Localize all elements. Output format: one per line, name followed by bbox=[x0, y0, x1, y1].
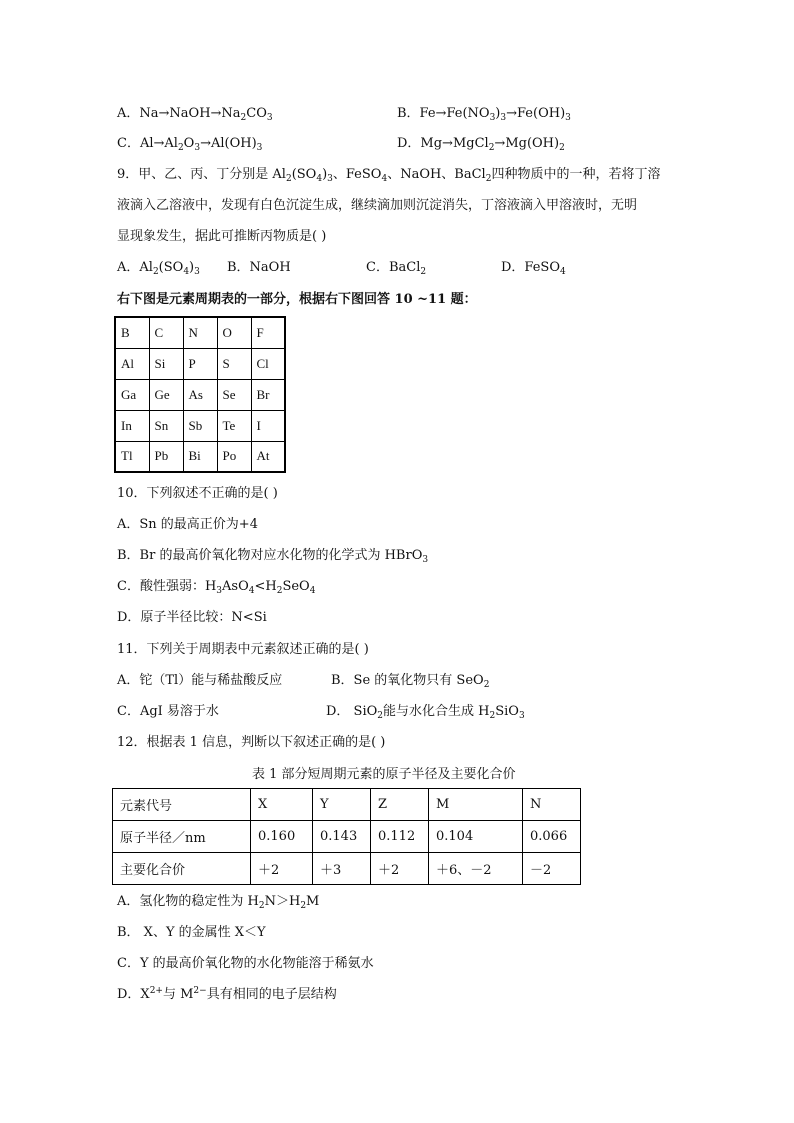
q12-option-a: A．氢化物的稳定性为 $H_2N>H_2M$ bbox=[117, 894, 320, 911]
q12-stem: 12．根据表 1 信息，判断以下叙述正确的是( ) bbox=[117, 735, 386, 750]
table-cell: 主要化合价 bbox=[113, 853, 251, 885]
ptable-cell: Al bbox=[115, 348, 149, 379]
ptable-cell: Tl bbox=[115, 441, 149, 472]
table-cell: ＋3 bbox=[313, 853, 371, 885]
ptable-cell: S bbox=[217, 348, 251, 379]
element-data-table bbox=[112, 788, 581, 885]
ptable-cell: Po bbox=[217, 441, 251, 472]
q12-option-c: C．Y 的最高价氧化物的水化物能溶于稀氨水 bbox=[117, 956, 374, 971]
q9-stem-line2: 液滴入乙溶液中，发现有白色沉淀生成，继续滴加则沉淀消失，丁溶液滴入甲溶液时，无明 bbox=[117, 198, 638, 213]
ptable-row bbox=[115, 410, 285, 441]
q11-option-c: C．AgI 易溶于水 bbox=[117, 704, 219, 719]
table-cell: 0.066 bbox=[523, 821, 581, 853]
table-cell: ＋2 bbox=[371, 853, 429, 885]
q10-option-c: C．酸性强弱：$H_3AsO_4<H_2SeO_4$ bbox=[117, 579, 316, 596]
ptable-cell: B bbox=[115, 317, 149, 348]
table-caption: 表 1 部分短周期元素的原子半径及主要化合价 bbox=[252, 767, 516, 782]
table-cell: －2 bbox=[523, 853, 581, 885]
q9-option-c: C．BaCl$_2$ bbox=[366, 260, 427, 277]
q8-option-b: B．$Fe\to Fe(NO_3)_3\to Fe(OH)_3$ bbox=[397, 106, 571, 123]
table-row bbox=[113, 789, 581, 821]
q8-option-c: C．$Al\to Al_2O_3\to Al(OH)_3$ bbox=[117, 136, 263, 153]
ptable-cell: Pb bbox=[149, 441, 183, 472]
q12-option-d: D．$X^{2+}$与 $M^{2-}$具有相同的电子层结构 bbox=[117, 986, 337, 1002]
ptable-cell: Se bbox=[217, 379, 251, 410]
ptable-cell: Si bbox=[149, 348, 183, 379]
ptable-cell: Bi bbox=[183, 441, 217, 472]
ptable-cell: C bbox=[149, 317, 183, 348]
table-cell: N bbox=[523, 789, 581, 821]
table-cell: M bbox=[429, 789, 523, 821]
ptable-cell: Br bbox=[251, 379, 285, 410]
table-cell: Y bbox=[313, 789, 371, 821]
table-cell: 0.112 bbox=[371, 821, 429, 853]
q9-stem-line3: 显现象发生，据此可推断丙物质是( ) bbox=[117, 229, 327, 244]
q11-option-d: D． SiO$_2$能与水化合生成 $H_2SiO_3$ bbox=[326, 704, 525, 721]
ptable-cell: Ga bbox=[115, 379, 149, 410]
table-cell: 0.143 bbox=[313, 821, 371, 853]
q8-option-d: D．$Mg\to MgCl_2\to Mg(OH)_2$ bbox=[397, 136, 565, 153]
ptable-cell: N bbox=[183, 317, 217, 348]
ptable-cell: At bbox=[251, 441, 285, 472]
table-row bbox=[113, 821, 581, 853]
ptable-cell: Ge bbox=[149, 379, 183, 410]
q8-option-a: A．$Na\to NaOH\to Na_2CO_3$ bbox=[117, 106, 273, 123]
ptable-row bbox=[115, 379, 285, 410]
q10-stem: 10．下列叙述不正确的是( ) bbox=[117, 486, 278, 501]
q10-option-a: A．Sn 的最高正价为+4 bbox=[117, 517, 258, 532]
ptable-cell: F bbox=[251, 317, 285, 348]
ptable-cell: P bbox=[183, 348, 217, 379]
ptable-cell: In bbox=[115, 410, 149, 441]
table-cell: ＋6、－2 bbox=[429, 853, 523, 885]
table-cell: X bbox=[251, 789, 313, 821]
ptable-cell: Sb bbox=[183, 410, 217, 441]
q10-option-b: B．Br 的最高价氧化物对应水化物的化学式为 HBrO$_3$ bbox=[117, 548, 429, 565]
q11-option-a: A．铊（Tl）能与稀盐酸反应 bbox=[117, 673, 283, 688]
q11-stem: 11．下列关于周期表中元素叙述正确的是( ) bbox=[117, 642, 369, 657]
table-cell: ＋2 bbox=[251, 853, 313, 885]
ptable-cell: I bbox=[251, 410, 285, 441]
periodic-table-fragment bbox=[114, 316, 286, 473]
table-cell: 原子半径／nm bbox=[113, 821, 251, 853]
q9-stem-line1: 9．甲、乙、丙、丁分别是 $Al_2(SO_4)_3$、FeSO$_4$、NaOH、BaCl$_2$四种物质中的一种，若将丁溶 bbox=[117, 167, 661, 184]
ptable-cell: Sn bbox=[149, 410, 183, 441]
q9-option-d: D．FeSO$_4$ bbox=[501, 260, 566, 277]
q10-option-d: D．原子半径比较：N<Si bbox=[117, 610, 267, 625]
ptable-cell: O bbox=[217, 317, 251, 348]
q11-option-b: B．Se 的氧化物只有 SeO$_2$ bbox=[331, 673, 490, 690]
ptable-cell: Te bbox=[217, 410, 251, 441]
q9-option-b: B．NaOH bbox=[227, 260, 291, 275]
table-row bbox=[113, 853, 581, 885]
ptable-cell: Cl bbox=[251, 348, 285, 379]
ptable-row bbox=[115, 348, 285, 379]
table-cell: Z bbox=[371, 789, 429, 821]
table-cell: 0.104 bbox=[429, 821, 523, 853]
table-cell: 0.160 bbox=[251, 821, 313, 853]
ptable-row bbox=[115, 441, 285, 472]
ptable-row bbox=[115, 317, 285, 348]
q9-option-a: A．$Al_2(SO_4)_3$ bbox=[117, 260, 200, 277]
table-cell: 元素代号 bbox=[113, 789, 251, 821]
section-intro: 右下图是元素周期表的一部分，根据右下图回答 10 ~11 题： bbox=[117, 292, 477, 307]
q12-option-b: B． X、Y 的金属性 X＜Y bbox=[117, 925, 266, 940]
ptable-cell: As bbox=[183, 379, 217, 410]
